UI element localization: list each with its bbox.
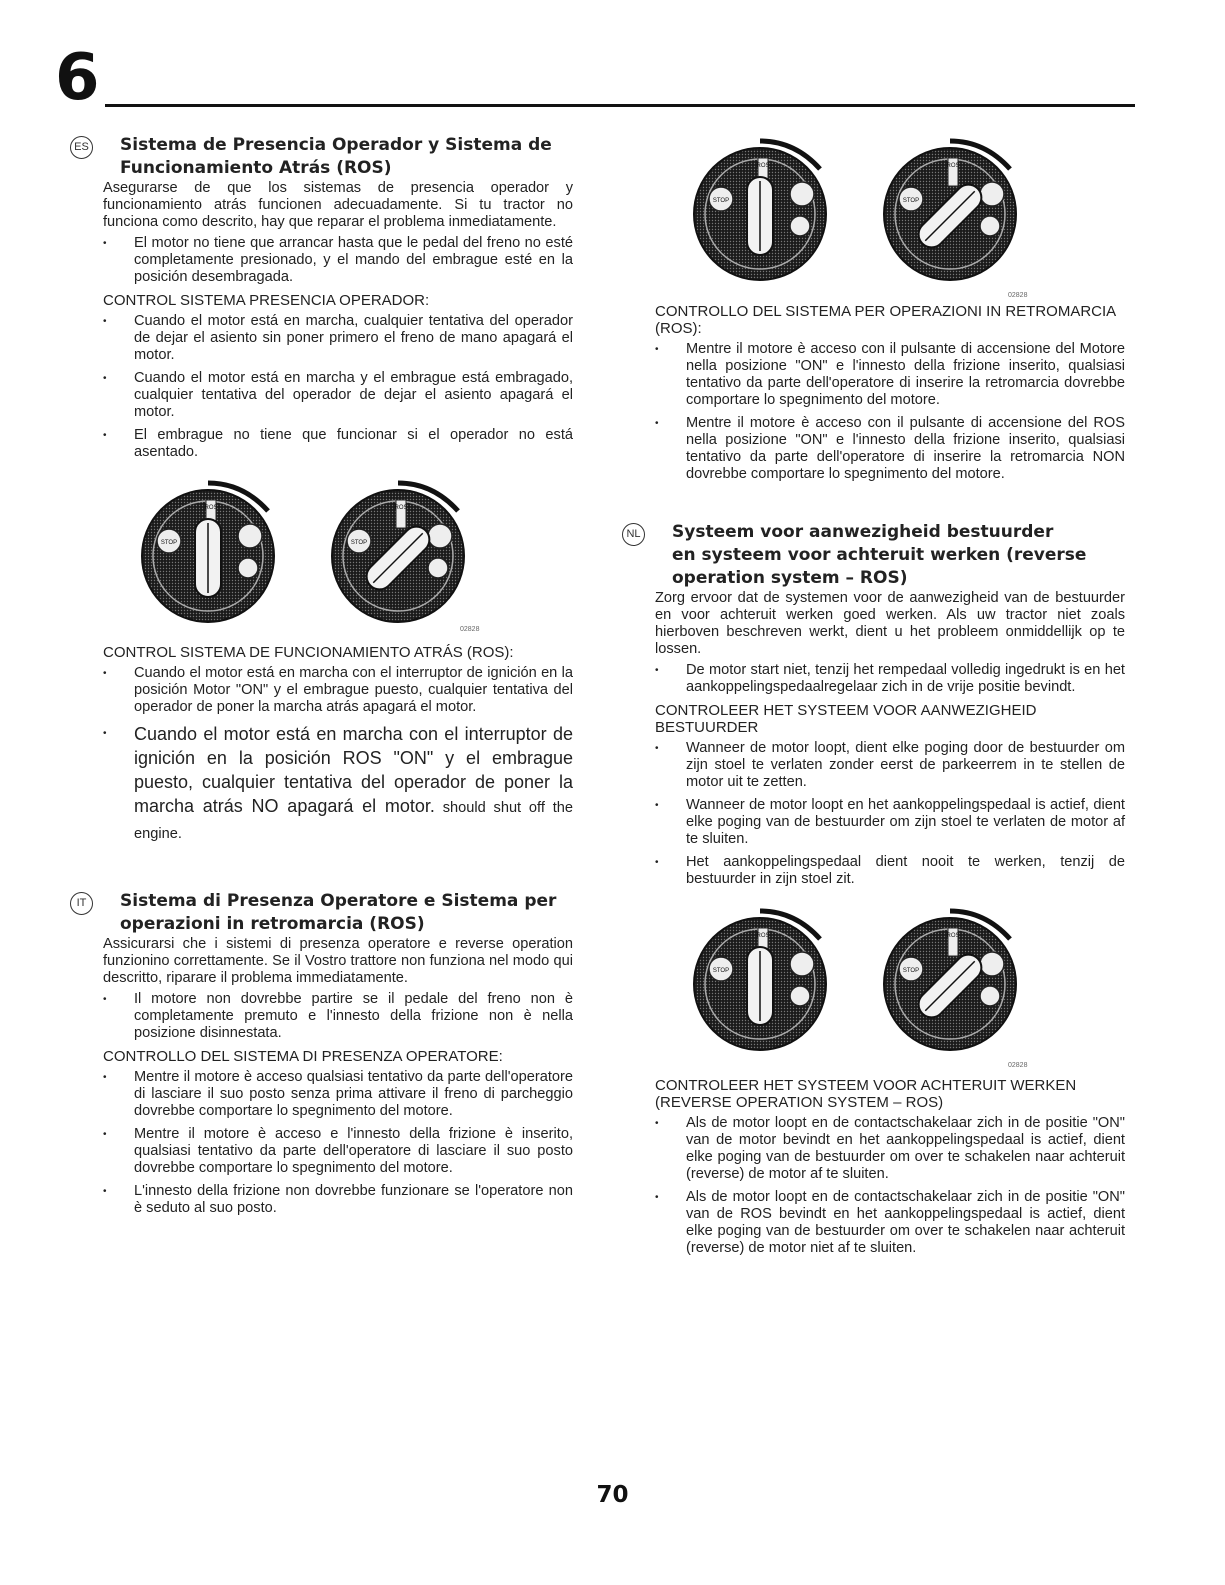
intro-text: Zorg ervoor dat de systemen voor de aanwezigheid van de bestuurder en voor achteruit werken goed werken. Als uw tractor niet zoals hierboven beschreven werkt, dient u het probleem onmiddellijk op te lossen. <box>655 590 1125 657</box>
subheading: CONTROLEER HET SYSTEEM VOOR AANWEZIGHEID BESTUURDER <box>655 702 1037 736</box>
ignition-switch-ros-on <box>884 911 1028 1069</box>
section-title-es <box>103 134 573 180</box>
stop-label: STOP <box>712 968 730 974</box>
stop-label: STOP <box>712 198 730 204</box>
list-item: • Cuando el motor está en marcha, cualquier tentativa del operador de dejar el asiento sin poner primero el freno de mano apagará el motor. <box>103 313 573 364</box>
ros-label: ROS <box>756 163 770 169</box>
left-column <box>74 134 573 1223</box>
bullet-text: Cuando el motor está en marcha con el interruptor de ignición en la posición ROS "ON" y el embrague puesto, cualquier tentativa del operador de poner la marcha atrás NO apagará el motor. <box>134 724 573 816</box>
ignition-switch-engine-on <box>142 483 274 622</box>
bullet-list <box>655 740 1125 888</box>
section-es <box>74 134 573 846</box>
ros-label: ROS <box>204 505 218 511</box>
list-item: • Cuando el motor está en marcha y el embrague está embragado, cualquier tentativa del operador de dejar el asiento apagará el motor. <box>103 370 573 421</box>
list-item: • Wanneer de motor loopt, dient elke poging door de bestuurder om zijn stoel te verlaten zonder eerst de parkeerrem in te stellen de motor uit te zetten. <box>655 740 1125 791</box>
figure-code: 02828 <box>460 626 480 633</box>
title-line-1: Sistema de Presencia Operador y Sistema de <box>120 135 552 155</box>
list-item: • Mentre il motore è acceso con il pulsante di accensione del Motore nella posizione "ON" e l'innesto della frizione inserito, qualsiasi tentativo da parte dell'operatore di inserire la retromarcia dovrebbe comportare lo spegnimento del motore. <box>655 341 1125 409</box>
list-item: • Als de motor loopt en de contactschakelaar zich in de positie "ON" van de ROS bevindt en het aankoppelingspedaal is actief, dient elke poging van de bestuurder om over te schakelen naar achteruit (reverse) de motor niet af te sluiten. <box>655 1189 1125 1257</box>
language-badge-it: IT <box>70 892 93 915</box>
right-column <box>626 124 1125 1263</box>
list-item: • Mentre il motore è acceso con il pulsante di accensione del ROS nella posizione "ON" e l'innesto della frizione inserito, qualsiasi tentativo da parte dell'operatore di inserire la retromarcia NON dovrebbe comportare lo spegnimento del motore. <box>655 415 1125 483</box>
title-line-2: operazioni in retromarcia (ROS) <box>120 914 425 934</box>
section-it <box>76 890 573 1217</box>
stop-label: STOP <box>902 968 920 974</box>
subheading: CONTROLEER HET SYSTEEM VOOR ACHTERUIT WERKEN (REVERSE OPERATION SYSTEM – ROS) <box>655 1077 1077 1111</box>
list-item: • L'innesto della frizione non dovrebbe funzionare se l'operatore non è seduto al suo posto. <box>103 1183 573 1217</box>
bullet-list <box>103 665 573 846</box>
page-number: 70 <box>596 1482 629 1508</box>
ignition-switch-figure <box>103 471 573 636</box>
ros-label: ROS <box>946 163 960 169</box>
ignition-switch-ros-on <box>884 141 1028 299</box>
title-line-2: en systeem voor achteruit werken (reverse <box>672 545 1087 565</box>
title-line-1: Sistema di Presenza Operatore e Sistema per <box>120 891 557 911</box>
ignition-switch-figure <box>655 894 1125 1069</box>
list-item: • Als de motor loopt en de contactschakelaar zich in de positie "ON" van de motor bevindt en het aankoppelingspedaal is actief, dient elke poging van de bestuurder om over te schakelen naar achteruit (reverse) de motor af te sluiten. <box>655 1115 1125 1183</box>
ros-label: ROS <box>394 505 408 511</box>
subheading: CONTROL SISTEMA DE FUNCIONAMIENTO ATRÁS (ROS): <box>103 644 514 661</box>
bullet-list <box>655 341 1125 483</box>
ignition-switch-ros-on <box>332 483 480 633</box>
bullet-list <box>103 313 573 461</box>
list-item: • Mentre il motore è acceso qualsiasi tentativo da parte dell'operatore di lasciare il suo posto senza prima attivare il freno di parcheggio dovrebbe comportare lo spegnimento del motore. <box>103 1069 573 1120</box>
subheading: CONTROLLO DEL SISTEMA DI PRESENZA OPERATORE: <box>103 1048 503 1065</box>
list-item: • Il motore non dovrebbe partire se il pedale del freno non è completamente premuto e l'innesto della frizione non è nella posizione disinnestata. <box>103 991 573 1042</box>
figure-code: 02828 <box>1008 1062 1028 1069</box>
bullet-list <box>103 235 573 286</box>
bullet-list <box>103 991 573 1042</box>
chapter-number: 6 <box>55 41 100 115</box>
bullet-list <box>655 1115 1125 1257</box>
bullet-text-small: should shut off the engine. <box>134 800 573 842</box>
subheading: CONTROLLO DEL SISTEMA PER OPERAZIONI IN RETROMARCIA (ROS): <box>655 303 1116 337</box>
section-title-nl <box>655 521 1125 590</box>
bullet-list <box>103 1069 573 1217</box>
figure-code: 02828 <box>1008 292 1028 299</box>
language-badge-es: ES <box>70 136 93 159</box>
title-line-1: Systeem voor aanwezigheid bestuurder <box>672 522 1054 542</box>
stop-label: STOP <box>160 540 178 546</box>
language-badge-nl: NL <box>622 523 645 546</box>
ros-label: ROS <box>946 933 960 939</box>
section-title-it <box>103 890 573 936</box>
intro-text: Asegurarse de que los sistemas de presencia operador y funcionamiento atrás funcionen adecuadamente. Si tu tractor no funciona como descrito, hay que reparar el problema inmediatamente. <box>103 180 573 230</box>
list-item: • El embrague no tiene que funcionar si el operador no está asentado. <box>103 427 573 461</box>
title-line-3: operation system – ROS) <box>672 568 908 588</box>
ignition-switch-figure <box>655 124 1125 299</box>
subheading: CONTROL SISTEMA PRESENCIA OPERADOR: <box>103 292 430 309</box>
ignition-switch-engine-on <box>694 911 826 1050</box>
ignition-switch-engine-on <box>694 141 826 280</box>
ros-label: ROS <box>756 933 770 939</box>
list-item: • El motor no tiene que arrancar hasta que le pedal del freno no esté completamente presionado, y el mando del embrague esté en la posición desembragada. <box>103 235 573 286</box>
stop-label: STOP <box>902 198 920 204</box>
title-line-2: Funcionamiento Atrás (ROS) <box>120 158 392 178</box>
header-rule <box>105 104 1135 107</box>
stop-label: STOP <box>350 540 368 546</box>
section-it-ros <box>655 303 1125 483</box>
list-item: • Mentre il motore è acceso e l'innesto della frizione è inserito, qualsiasi tentativo da parte dell'operatore di lasciare il suo posto dovrebbe comportare lo spegnimento del motore. <box>103 1126 573 1177</box>
bullet-list <box>655 662 1125 696</box>
list-item: • Het aankoppelingspedaal dient nooit te werken, tenzij de bestuurder in zijn stoel zit. <box>655 854 1125 888</box>
list-item: • De motor start niet, tenzij het rempedaal volledig ingedrukt is en het aankoppelingspedaalregelaar zich in de vrije positie bevindt. <box>655 662 1125 696</box>
list-item: • Cuando el motor está en marcha con el interruptor de ignición en la posición Motor "ON" y el embrague puesto, cualquier tentativa del operador de poner la marcha atrás apagará el motor. <box>103 665 573 716</box>
section-nl <box>626 521 1125 1257</box>
list-item: • Wanneer de motor loopt en het aankoppelingspedaal is actief, dient elke poging van de bestuurder om zijn stoel te verlaten de motor af te sluiten. <box>655 797 1125 848</box>
intro-text: Assicurarsi che i sistemi di presenza operatore e reverse operation funzionino correttamente. Se il Vostro trattore non funziona nel modo qui descritto, riparare il problema immediatamente. <box>103 936 573 986</box>
list-item <box>103 722 573 846</box>
